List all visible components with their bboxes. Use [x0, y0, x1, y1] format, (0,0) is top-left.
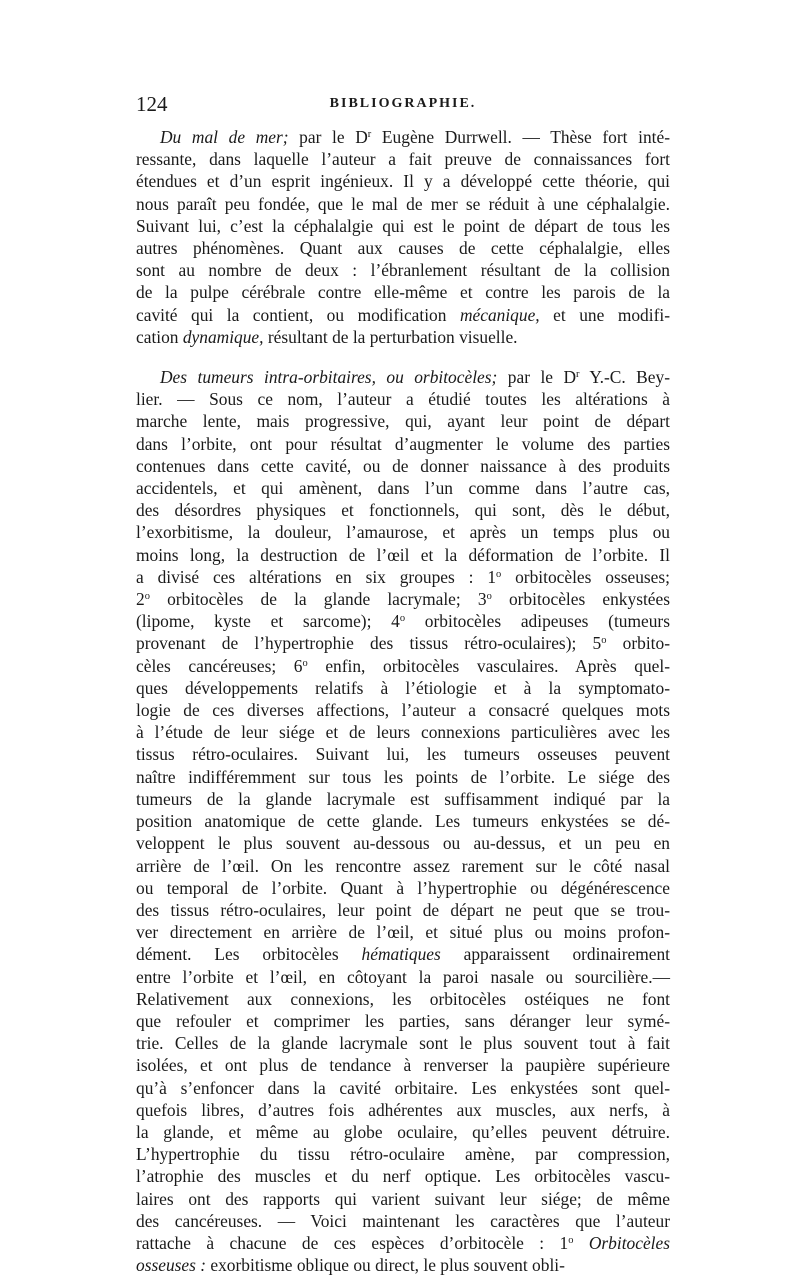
superscript: r: [367, 129, 372, 140]
text-run: exorbitisme oblique ou direct, le plus souvent obli-: [206, 1255, 565, 1276]
text-line: [136, 721, 670, 743]
text-run: résultant de la perturbation visuelle.: [263, 326, 518, 347]
text-line: [136, 544, 670, 566]
text-line: [136, 259, 670, 281]
italic-text: osseuses :: [136, 1255, 207, 1276]
text-line: [136, 410, 670, 432]
text-line: [136, 810, 670, 832]
text-line: [136, 1121, 670, 1143]
text-run: 2: [136, 589, 145, 610]
text-run: ou temporal de l’orbite. Quant à l’hypertrophie ou dégénérescence: [136, 877, 670, 898]
text-line: [136, 588, 670, 610]
text-line: [136, 677, 670, 699]
text-run: par le D: [288, 127, 368, 147]
text-line: [136, 499, 670, 521]
superscript: o: [399, 613, 406, 625]
text-line: [136, 1165, 670, 1187]
text-line: [136, 877, 670, 899]
text-run: à l’étude de leur siége et de leurs connexions particulières avec les: [136, 722, 670, 743]
text-line: [136, 566, 670, 588]
text-run: marche lente, mais progressive, qui, ayant leur point de départ: [136, 411, 670, 432]
text-line: [136, 699, 670, 721]
text-line: [136, 832, 670, 854]
text-run: logie de ces diverses affections, l’auteur a consacré quelques mots: [136, 700, 670, 721]
text-run: orbitocèles de la glande lacrymale; 3: [149, 589, 487, 610]
italic-text: Des tumeurs intra-orbitaires, ou orbitocèles;: [160, 367, 498, 388]
text-run: isolées, et ont plus de tendance à renverser la paupière supérieure: [136, 1055, 670, 1076]
text-run: position anatomique de cette glande. Les tumeurs enkystées se dé-: [136, 811, 670, 832]
text-line: [136, 1188, 670, 1210]
superscript: o: [302, 657, 308, 669]
text-run: naître indifféremment sur tous les points de l’orbite. Le siége des: [136, 766, 670, 787]
text-run: Suivant lui, c’est la céphalalgie qui est le point de départ de tous les: [136, 215, 670, 236]
text-line: [136, 1099, 670, 1121]
text-line: [136, 610, 670, 632]
superscript: o: [568, 1234, 574, 1246]
text-line: [136, 1210, 670, 1232]
paragraph-tumeurs-intra-orbitaires: [136, 366, 670, 1276]
text-run: ver directement en arrière de l’œil, et situé plus ou moins profon-: [136, 922, 670, 943]
text-line: [136, 1010, 670, 1032]
text-run: cavité qui la contient, ou modification: [136, 304, 460, 325]
text-run: veloppent le plus souvent au-dessous ou au-dessus, et un peu en: [136, 833, 670, 854]
text-run: laires ont des rapports qui varient suivant leur siége; de même: [136, 1188, 670, 1209]
text-line: [136, 170, 670, 192]
text-line: [136, 921, 670, 943]
text-run: L’hypertrophie du tissu rétro-oculaire amène, par compression,: [136, 1144, 670, 1165]
text-run: dément. Les orbitocèles: [136, 944, 362, 965]
text-run: tumeurs de la glande lacrymale est suffisamment indiqué par la: [136, 788, 670, 809]
text-line: [136, 1054, 670, 1076]
italic-text: mécanique,: [459, 304, 540, 325]
page-header: [136, 92, 670, 120]
text-run: que refouler et comprimer les parties, sans déranger leur symé-: [136, 1010, 670, 1031]
text-run: cèles cancéreuses; 6: [136, 655, 303, 676]
superscript: r: [576, 369, 580, 381]
text-line: [136, 632, 670, 654]
text-run: sont au nombre de deux : l’ébranlement résultant de la collision: [136, 260, 670, 281]
text-line: [136, 1143, 670, 1165]
superscript: o: [144, 591, 150, 603]
text-run: orbitocèles adipeuses (tumeurs: [405, 611, 670, 632]
text-run: provenant de l’hypertrophie des tissus rétro-oculaires); 5: [136, 633, 602, 654]
text-run: des tissus rétro-oculaires, leur point de départ ne peut que se trou-: [136, 899, 670, 920]
italic-text: Orbitocèles: [588, 1232, 670, 1253]
text-run: de la pulpe cérébrale contre elle-même et contre les parois de la: [136, 282, 670, 303]
text-run: accidentels, et qui amènent, dans l’un comme dans l’autre cas,: [136, 478, 670, 499]
text-run: Eugène Durrwell. — Thèse fort inté-: [371, 127, 671, 147]
text-run: contenues dans cette cavité, ou de donner naissance à des produits: [136, 455, 670, 476]
superscript: o: [601, 635, 607, 647]
text-line: [136, 966, 670, 988]
text-run: qu’à s’enfoncer dans la cavité orbitaire. Les enkystées sont quel-: [136, 1077, 670, 1098]
text-line: [136, 943, 670, 965]
text-run: et une modifi-: [539, 304, 670, 325]
text-line: [136, 281, 670, 303]
text-run: trie. Celles de la glande lacrymale sont le plus souvent tout à fait: [136, 1033, 670, 1054]
page-number: 124: [136, 92, 168, 116]
italic-text: dynamique,: [182, 326, 264, 347]
text-line: [136, 304, 670, 326]
text-line: [136, 988, 670, 1010]
text-line: [136, 433, 670, 455]
text-line: [136, 366, 670, 388]
text-run: des cancéreuses. — Voici maintenant les caractères que l’auteur: [136, 1210, 670, 1231]
text-line: [136, 1232, 670, 1254]
text-run: quefois libres, d’autres fois adhérentes aux muscles, aux nerfs, à: [136, 1099, 670, 1120]
text-line: [136, 455, 670, 477]
text-run: (lipome, kyste et sarcome); 4: [136, 611, 400, 632]
text-run: [573, 1233, 588, 1253]
paragraph-du-mal-de-mer: [136, 126, 670, 348]
text-run: nous paraît peu fondée, que le mal de mer se réduit à une céphalalgie.: [136, 193, 670, 214]
superscript: o: [496, 568, 502, 580]
text-line: [136, 521, 670, 543]
text-run: Y.-C. Bey-: [579, 367, 670, 388]
text-line: [136, 1254, 670, 1276]
text-run: autres phénomènes. Quant aux causes de cette céphalalgie, elles: [136, 238, 670, 259]
text-run: Relativement aux connexions, les orbitocèles ostéiques ne font: [136, 988, 670, 1009]
text-run: entre l’orbite et l’œil, en côtoyant la paroi nasale ou sourcilière.—: [136, 966, 670, 987]
text-line: [136, 655, 670, 677]
text-line: [136, 326, 670, 348]
text-run: ques développements relatifs à l’étiologie et à la symptomato-: [136, 677, 670, 698]
text-line: [136, 477, 670, 499]
text-run: arrière de l’œil. On les rencontre assez rarement sur le côté nasal: [136, 855, 670, 876]
text-run: a divisé ces altérations en six groupes : 1: [136, 566, 497, 587]
text-line: [136, 237, 670, 259]
text-run: étendues et d’un esprit ingénieux. Il y a développé cette théorie, qui: [136, 171, 670, 192]
text-run: rattache à chacune de ces espèces d’orbitocèle : 1: [136, 1232, 569, 1253]
text-line: [136, 899, 670, 921]
text-line: [136, 148, 670, 170]
italic-text: hématiques: [361, 944, 441, 965]
text-run: orbitocèles osseuses;: [501, 566, 670, 587]
text-line: [136, 1032, 670, 1054]
text-run: apparaissent ordinairement: [440, 944, 670, 965]
superscript: o: [486, 591, 492, 603]
text-line: [136, 743, 670, 765]
text-run: la glande, et même au globe oculaire, qu’elles peuvent détruire.: [136, 1121, 670, 1142]
text-run: orbito-: [606, 633, 670, 654]
text-line: [136, 766, 670, 788]
text-run: l’atrophie des muscles et du nerf optique. Les orbitocèles vascu-: [136, 1166, 670, 1187]
text-run: moins long, la destruction de l’œil et la déformation de l’orbite. Il: [136, 544, 670, 565]
text-run: l’exorbitisme, la douleur, l’amaurose, et après un temps plus ou: [136, 522, 670, 543]
text-run: enfin, orbitocèles vasculaires. Après quel-: [307, 655, 670, 676]
text-run: dans l’orbite, ont pour résultat d’augmenter le volume des parties: [136, 433, 670, 454]
text-run: cation: [136, 326, 183, 347]
text-body: [136, 126, 670, 1276]
italic-text: Du mal de mer;: [160, 127, 289, 147]
text-run: des désordres physiques et fonctionnels, qui sont, dès le début,: [136, 500, 670, 521]
running-title: BIBLIOGRAPHIE.: [329, 96, 477, 111]
text-line: [136, 215, 670, 237]
text-run: orbitocèles enkystées: [491, 589, 670, 610]
text-line: [136, 126, 670, 148]
text-line: [136, 1077, 670, 1099]
text-line: [136, 193, 670, 215]
text-line: [136, 855, 670, 877]
text-line: [136, 388, 670, 410]
text-run: lier. — Sous ce nom, l’auteur a étudié toutes les altérations à: [136, 389, 670, 410]
text-run: par le D: [497, 367, 577, 388]
text-run: ressante, dans laquelle l’auteur a fait preuve de connaissances fort: [136, 149, 670, 170]
text-run: tissus rétro-oculaires. Suivant lui, les tumeurs osseuses peuvent: [136, 744, 670, 765]
text-line: [136, 788, 670, 810]
